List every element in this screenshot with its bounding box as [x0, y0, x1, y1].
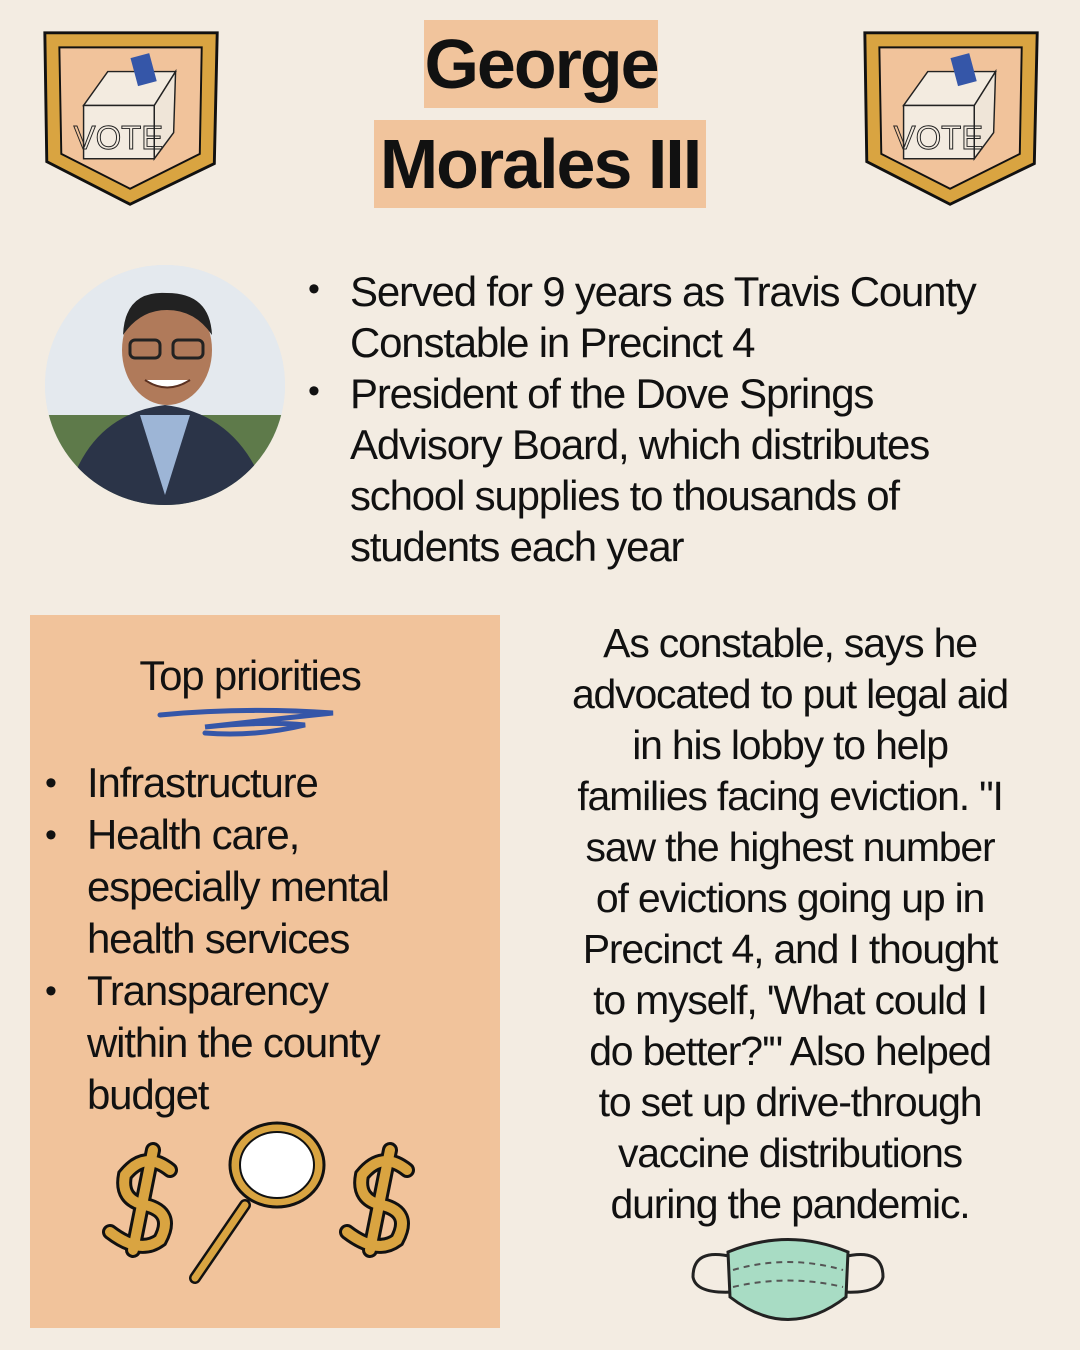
bio-item-2-line-4: students each year [350, 523, 684, 570]
bullet: • [45, 972, 57, 1010]
paragraph-line: As constable, says he [603, 620, 977, 666]
constable-paragraph [520, 618, 1060, 1230]
paragraph-line: vaccine distributions [618, 1130, 962, 1176]
priority-3-line-2: within the county [87, 1019, 380, 1066]
svg-text:VOTE: VOTE [73, 119, 164, 157]
paragraph-line: to myself, 'What could I [593, 977, 987, 1023]
paragraph-line: of evictions going up in [595, 875, 985, 921]
paragraph-line: Precinct 4, and I thought [582, 926, 998, 972]
bio-item-1-line-1: Served for 9 years as Travis County [350, 268, 976, 315]
bullet: • [308, 372, 320, 410]
candidate-photo [45, 265, 285, 505]
priority-1: Infrastructure [87, 759, 318, 806]
face-mask-icon [688, 1232, 888, 1327]
priority-2-line-3: health services [87, 915, 350, 962]
priority-2-line-2: especially mental [87, 863, 389, 910]
bullet: • [45, 764, 57, 802]
bio-item-2-line-2: Advisory Board, which distributes [350, 421, 929, 468]
magnifying-glass-icon [195, 1123, 324, 1278]
bio-item-2-line-3: school supplies to thousands of [350, 472, 899, 519]
paragraph-line: saw the highest number [585, 824, 995, 870]
bullet: • [45, 816, 57, 854]
bio-item-2-line-1: President of the Dove Springs [350, 370, 874, 417]
budget-magnifier-illustration [95, 1120, 425, 1285]
paragraph-line: do better?'" Also helped [589, 1028, 991, 1074]
paragraph-line: advocated to put legal aid [571, 671, 1009, 717]
vote-badge-icon [40, 28, 224, 212]
priority-3-line-1: Transparency [87, 967, 328, 1014]
priority-3-line-3: budget [87, 1071, 209, 1118]
paragraph-line: to set up drive-through [598, 1079, 982, 1125]
title-line-2: Morales III [374, 120, 706, 208]
paragraph-line: during the pandemic. [610, 1181, 970, 1227]
bullet: • [308, 270, 320, 308]
svg-text:VOTE: VOTE [893, 119, 984, 157]
paragraph-line: families facing eviction. "I [577, 773, 1003, 819]
priority-2-line-1: Health care, [87, 811, 300, 858]
paragraph-line: in his lobby to help [632, 722, 948, 768]
title-line-1: George [424, 20, 658, 108]
vote-badge-icon [860, 28, 1044, 212]
underline-scribble-icon [155, 705, 340, 740]
bio-item-1-line-2: Constable in Precinct 4 [350, 319, 755, 366]
priorities-heading: Top priorities [139, 652, 361, 699]
